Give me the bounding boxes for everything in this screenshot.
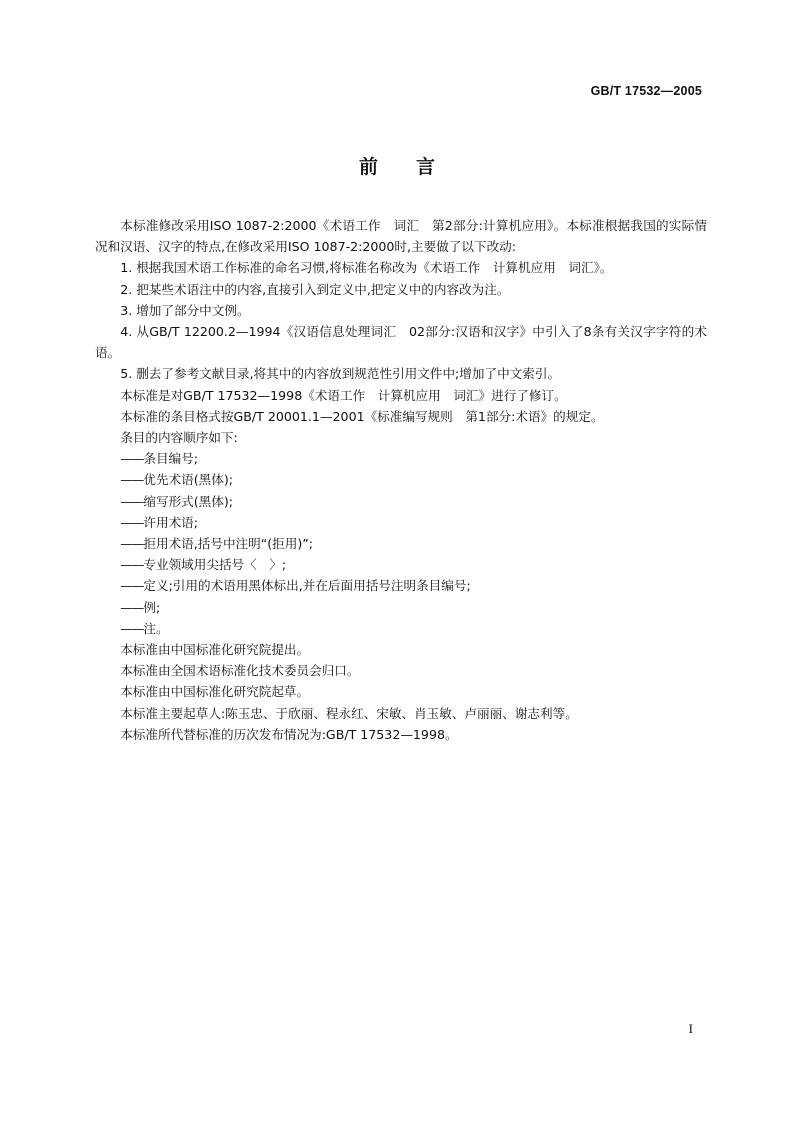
dash-marker: —— <box>120 620 144 636</box>
entry-order-text: 注。 <box>143 620 169 636</box>
entry-order-intro: 条目的内容顺序如下: <box>120 430 238 446</box>
dash-marker: —— <box>120 578 144 594</box>
entry-order-text: 优先术语(黑体); <box>143 472 234 488</box>
change-item-2: 2. 把某些术语注中的内容,直接引入到定义中,把定义中的内容改为注。 <box>120 281 510 297</box>
dash-marker: —— <box>120 557 144 573</box>
entry-order-item <box>95 533 707 554</box>
entry-order-item <box>95 491 707 512</box>
proposer-statement: 本标准由中国标准化研究院提出。 <box>120 642 310 658</box>
entry-order-item <box>95 618 707 639</box>
entry-order-item <box>95 469 707 490</box>
change-item-5: 5. 删去了参考文献目录,将其中的内容放到规范性引用文件中;增加了中文索引。 <box>120 366 561 382</box>
change-item-1: 1. 根据我国术语工作标准的命名习惯,将标准名称改为《术语工作 计算机应用 词汇》。 <box>120 260 613 276</box>
entry-order-item <box>95 597 707 618</box>
page-number: I <box>688 1021 693 1036</box>
foreword-body <box>95 215 707 745</box>
drafters-statement: 本标准主要起草人:陈玉忠、于欣丽、程永红、宋敏、肖玉敏、卢丽丽、谢志利等。 <box>120 705 578 721</box>
entry-format-statement: 本标准的条目格式按GB/T 20001.1—2001《标准编写规则 第1部分:术语》的规定。 <box>120 408 604 424</box>
dash-marker: —— <box>120 536 144 552</box>
entry-order-text: 条目编号; <box>143 451 198 467</box>
entry-order-item <box>95 448 707 469</box>
entry-order-item <box>95 575 707 596</box>
entry-order-item <box>95 554 707 575</box>
intro-paragraph: 本标准修改采用ISO 1087-2:2000《术语工作 词汇 第2部分:计算机应用》。本标准根据我国的实际情况和汉语、汉字的特点,在修改采用ISO 1087-2:2000时,主要做了以下改动: <box>95 218 707 255</box>
entry-order-text: 缩写形式(黑体); <box>143 493 234 509</box>
entry-order-item <box>95 512 707 533</box>
administration-statement: 本标准由全国术语标准化技术委员会归口。 <box>120 663 360 679</box>
dash-marker: —— <box>120 599 144 615</box>
change-item-4: 4. 从GB/T 12200.2—1994《汉语信息处理词汇 02部分:汉语和汉字》中引入了8条有关汉字字符的术语。 <box>95 324 707 361</box>
entry-order-text: 许用术语; <box>143 514 198 530</box>
change-item-3: 3. 增加了部分中文例。 <box>120 302 250 318</box>
standard-number: GB/T 17532—2005 <box>590 84 702 98</box>
revision-statement: 本标准是对GB/T 17532—1998《术语工作 计算机应用 词汇》进行了修订。 <box>120 387 567 403</box>
dash-marker: —— <box>120 472 144 488</box>
dash-marker: —— <box>120 514 144 530</box>
dash-marker: —— <box>120 493 144 509</box>
entry-order-text: 定义;引用的术语用黑体标出,并在后面用括号注明条目编号; <box>143 578 471 594</box>
drafting-org-statement: 本标准由中国标准化研究院起草。 <box>120 684 310 700</box>
history-statement: 本标准所代替标准的历次发布情况为:GB/T 17532—1998。 <box>120 726 458 742</box>
entry-order-text: 例; <box>143 599 161 615</box>
entry-order-text: 拒用术语,括号中注明“(拒用)”; <box>143 536 314 552</box>
entry-order-text: 专业领域用尖括号〈 〉; <box>143 557 287 573</box>
page-title: 前言 <box>358 156 473 178</box>
dash-marker: —— <box>120 451 144 467</box>
